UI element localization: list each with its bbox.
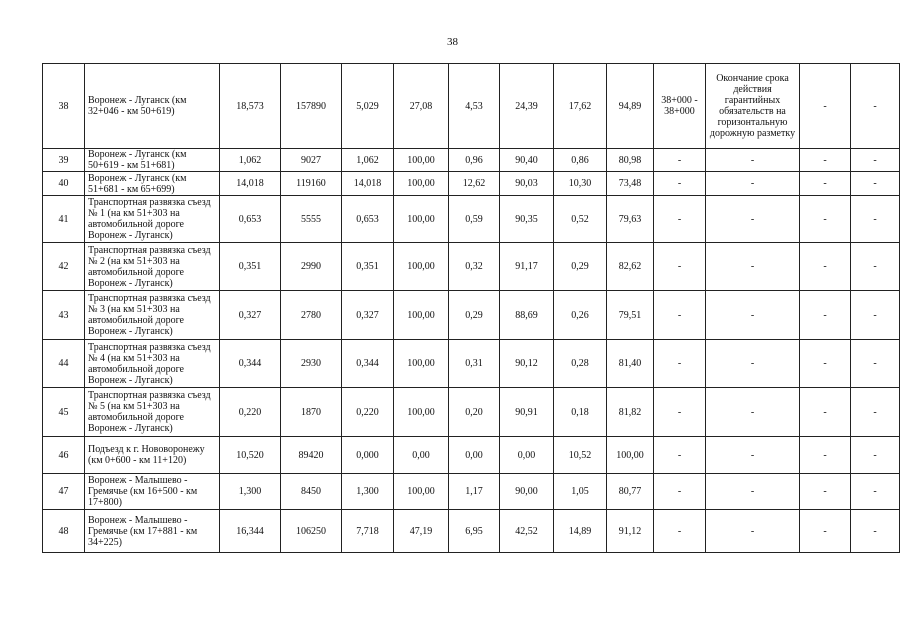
length-km-cell: 0,653: [220, 196, 281, 243]
length-km-cell: 0,220: [220, 388, 281, 437]
road-name-cell: Транспортная развязка съезд № 2 (на км 51+303 на автомобильной дороге Воронеж - Луганск): [85, 243, 220, 291]
extra-cell-2: -: [851, 291, 900, 340]
row-number-cell: 47: [43, 474, 85, 510]
length-km-cell: 16,344: [220, 510, 281, 553]
note-cell: -: [706, 172, 800, 196]
defect-percent-cell: 94,89: [607, 64, 654, 149]
ccs-length-cell: 0,20: [449, 388, 500, 437]
normative-percent-cell: 100,00: [394, 149, 449, 172]
extra-cell-1: -: [800, 291, 851, 340]
ccs-length-cell: 0,32: [449, 243, 500, 291]
note-cell: -: [706, 474, 800, 510]
note-cell: Окончание срока действия гарантийных обязательств на горизонтальную дорожную разметку: [706, 64, 800, 149]
ccs-percent-cell: 90,40: [500, 149, 554, 172]
normative-length-cell: 1,300: [342, 474, 394, 510]
section-cell: -: [654, 474, 706, 510]
table-row: [43, 340, 900, 388]
normative-length-cell: 0,344: [342, 340, 394, 388]
table-row: [43, 388, 900, 437]
ccs-percent-cell: 91,17: [500, 243, 554, 291]
ccs-percent-cell: 90,00: [500, 474, 554, 510]
length-km-cell: 18,573: [220, 64, 281, 149]
section-cell: -: [654, 196, 706, 243]
defect-length-cell: 0,52: [554, 196, 607, 243]
section-cell: -: [654, 437, 706, 474]
defect-percent-cell: 80,98: [607, 149, 654, 172]
extra-cell-1: -: [800, 64, 851, 149]
table-row: [43, 196, 900, 243]
length-km-cell: 0,327: [220, 291, 281, 340]
ccs-length-cell: 0,31: [449, 340, 500, 388]
extra-cell-2: -: [851, 64, 900, 149]
section-cell: 38+000 - 38+000: [654, 64, 706, 149]
ccs-length-cell: 0,00: [449, 437, 500, 474]
section-cell: -: [654, 291, 706, 340]
note-cell: -: [706, 510, 800, 553]
extra-cell-1: -: [800, 196, 851, 243]
table-row: [43, 64, 900, 149]
defect-percent-cell: 81,40: [607, 340, 654, 388]
table-row: [43, 243, 900, 291]
page-number: 38: [447, 36, 458, 48]
section-cell: -: [654, 149, 706, 172]
road-name-cell: Транспортная развязка съезд № 1 (на км 51+303 на автомобильной дороге Воронеж - Луганск): [85, 196, 220, 243]
defect-length-cell: 0,18: [554, 388, 607, 437]
area-cell: 5555: [281, 196, 342, 243]
road-name-cell: Воронеж - Луганск (км 51+681 - км 65+699): [85, 172, 220, 196]
area-cell: 2990: [281, 243, 342, 291]
ccs-percent-cell: 90,12: [500, 340, 554, 388]
normative-percent-cell: 100,00: [394, 388, 449, 437]
road-name-cell: Воронеж - Малышево - Гремячье (км 16+500 - км 17+800): [85, 474, 220, 510]
normative-percent-cell: 100,00: [394, 340, 449, 388]
defect-length-cell: 0,26: [554, 291, 607, 340]
normative-percent-cell: 100,00: [394, 291, 449, 340]
defect-percent-cell: 79,51: [607, 291, 654, 340]
note-cell: -: [706, 149, 800, 172]
defect-percent-cell: 81,82: [607, 388, 654, 437]
area-cell: 119160: [281, 172, 342, 196]
road-condition-table: [42, 63, 900, 553]
road-name-cell: Воронеж - Малышево - Гремячье (км 17+881 - км 34+225): [85, 510, 220, 553]
area-cell: 2780: [281, 291, 342, 340]
table-row: [43, 437, 900, 474]
defect-length-cell: 0,86: [554, 149, 607, 172]
normative-length-cell: 0,351: [342, 243, 394, 291]
row-number-cell: 39: [43, 149, 85, 172]
defect-length-cell: 17,62: [554, 64, 607, 149]
defect-percent-cell: 91,12: [607, 510, 654, 553]
extra-cell-1: -: [800, 172, 851, 196]
extra-cell-1: -: [800, 243, 851, 291]
normative-percent-cell: 100,00: [394, 172, 449, 196]
extra-cell-1: -: [800, 340, 851, 388]
note-cell: -: [706, 243, 800, 291]
row-number-cell: 41: [43, 196, 85, 243]
extra-cell-1: -: [800, 510, 851, 553]
length-km-cell: 14,018: [220, 172, 281, 196]
extra-cell-1: -: [800, 474, 851, 510]
extra-cell-2: -: [851, 510, 900, 553]
normative-length-cell: 5,029: [342, 64, 394, 149]
row-number-cell: 38: [43, 64, 85, 149]
ccs-percent-cell: 90,03: [500, 172, 554, 196]
defect-percent-cell: 82,62: [607, 243, 654, 291]
ccs-percent-cell: 88,69: [500, 291, 554, 340]
area-cell: 157890: [281, 64, 342, 149]
table-row: [43, 172, 900, 196]
defect-length-cell: 1,05: [554, 474, 607, 510]
ccs-length-cell: 0,96: [449, 149, 500, 172]
normative-length-cell: 14,018: [342, 172, 394, 196]
ccs-length-cell: 0,59: [449, 196, 500, 243]
normative-percent-cell: 100,00: [394, 243, 449, 291]
normative-length-cell: 0,220: [342, 388, 394, 437]
section-cell: -: [654, 243, 706, 291]
row-number-cell: 42: [43, 243, 85, 291]
row-number-cell: 45: [43, 388, 85, 437]
ccs-percent-cell: 90,91: [500, 388, 554, 437]
extra-cell-2: -: [851, 172, 900, 196]
ccs-length-cell: 0,29: [449, 291, 500, 340]
section-cell: -: [654, 172, 706, 196]
extra-cell-2: -: [851, 340, 900, 388]
normative-percent-cell: 0,00: [394, 437, 449, 474]
road-name-cell: Воронеж - Луганск (км 50+619 - км 51+681): [85, 149, 220, 172]
ccs-length-cell: 4,53: [449, 64, 500, 149]
defect-percent-cell: 73,48: [607, 172, 654, 196]
row-number-cell: 46: [43, 437, 85, 474]
road-name-cell: Транспортная развязка съезд № 3 (на км 51+303 на автомобильной дороге Воронеж - Луганск): [85, 291, 220, 340]
normative-percent-cell: 47,19: [394, 510, 449, 553]
normative-length-cell: 0,000: [342, 437, 394, 474]
normative-length-cell: 1,062: [342, 149, 394, 172]
defect-length-cell: 14,89: [554, 510, 607, 553]
normative-percent-cell: 100,00: [394, 474, 449, 510]
road-name-cell: Воронеж - Луганск (км 32+046 - км 50+619): [85, 64, 220, 149]
extra-cell-2: -: [851, 196, 900, 243]
defect-percent-cell: 79,63: [607, 196, 654, 243]
row-number-cell: 43: [43, 291, 85, 340]
extra-cell-2: -: [851, 388, 900, 437]
area-cell: 1870: [281, 388, 342, 437]
length-km-cell: 1,300: [220, 474, 281, 510]
area-cell: 106250: [281, 510, 342, 553]
road-name-cell: Транспортная развязка съезд № 5 (на км 51+303 на автомобильной дороге Воронеж - Луганск): [85, 388, 220, 437]
defect-length-cell: 0,29: [554, 243, 607, 291]
defect-length-cell: 10,52: [554, 437, 607, 474]
length-km-cell: 0,351: [220, 243, 281, 291]
normative-length-cell: 0,327: [342, 291, 394, 340]
length-km-cell: 10,520: [220, 437, 281, 474]
extra-cell-1: -: [800, 149, 851, 172]
defect-length-cell: 10,30: [554, 172, 607, 196]
ccs-percent-cell: 90,35: [500, 196, 554, 243]
note-cell: -: [706, 437, 800, 474]
ccs-percent-cell: 0,00: [500, 437, 554, 474]
table-row: [43, 291, 900, 340]
note-cell: -: [706, 291, 800, 340]
table-row: [43, 149, 900, 172]
area-cell: 2930: [281, 340, 342, 388]
normative-length-cell: 7,718: [342, 510, 394, 553]
normative-length-cell: 0,653: [342, 196, 394, 243]
table-row: [43, 474, 900, 510]
area-cell: 8450: [281, 474, 342, 510]
extra-cell-2: -: [851, 243, 900, 291]
note-cell: -: [706, 340, 800, 388]
defect-percent-cell: 80,77: [607, 474, 654, 510]
extra-cell-1: -: [800, 388, 851, 437]
ccs-percent-cell: 42,52: [500, 510, 554, 553]
length-km-cell: 1,062: [220, 149, 281, 172]
row-number-cell: 48: [43, 510, 85, 553]
section-cell: -: [654, 388, 706, 437]
area-cell: 89420: [281, 437, 342, 474]
row-number-cell: 44: [43, 340, 85, 388]
table-row: [43, 510, 900, 553]
normative-percent-cell: 27,08: [394, 64, 449, 149]
ccs-percent-cell: 24,39: [500, 64, 554, 149]
extra-cell-2: -: [851, 437, 900, 474]
extra-cell-1: -: [800, 437, 851, 474]
ccs-length-cell: 12,62: [449, 172, 500, 196]
section-cell: -: [654, 340, 706, 388]
note-cell: -: [706, 388, 800, 437]
extra-cell-2: -: [851, 474, 900, 510]
extra-cell-2: -: [851, 149, 900, 172]
area-cell: 9027: [281, 149, 342, 172]
normative-percent-cell: 100,00: [394, 196, 449, 243]
section-cell: -: [654, 510, 706, 553]
defect-length-cell: 0,28: [554, 340, 607, 388]
ccs-length-cell: 1,17: [449, 474, 500, 510]
ccs-length-cell: 6,95: [449, 510, 500, 553]
row-number-cell: 40: [43, 172, 85, 196]
defect-percent-cell: 100,00: [607, 437, 654, 474]
note-cell: -: [706, 196, 800, 243]
road-name-cell: Транспортная развязка съезд № 4 (на км 51+303 на автомобильной дороге Воронеж - Луганск): [85, 340, 220, 388]
length-km-cell: 0,344: [220, 340, 281, 388]
road-name-cell: Подъезд к г. Нововоронежу (км 0+600 - км 11+120): [85, 437, 220, 474]
